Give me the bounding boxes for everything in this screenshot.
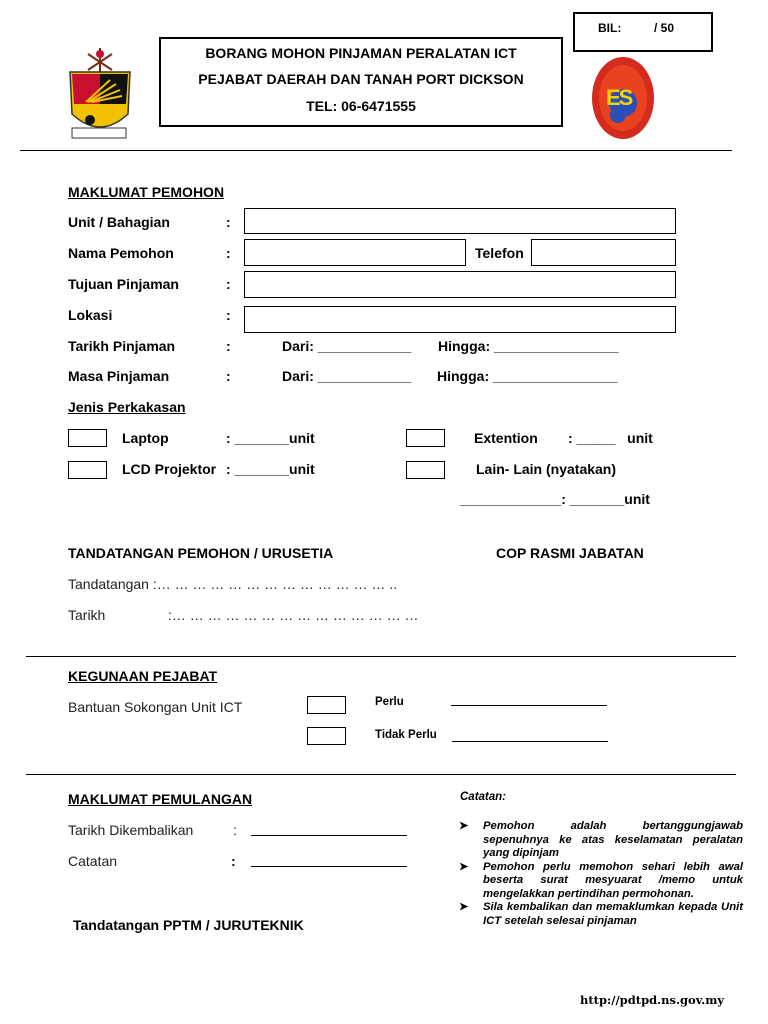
purpose-input[interactable] <box>244 271 676 298</box>
purpose-label: Tujuan Pinjaman <box>68 276 179 292</box>
arrow-bullet-icon: ➤ <box>459 820 469 832</box>
header-divider <box>20 150 732 151</box>
note-text: Pemohon perlu memohon sehari lebih awal beserta surat mesyuarat /memo untuk mengelakkan pertindihan permohonan. <box>483 860 743 900</box>
needed-checkbox[interactable] <box>307 696 346 714</box>
form-title-line2: PEJABAT DAERAH DAN TANAH PORT DICKSON <box>198 71 524 87</box>
loan-date-colon: : <box>226 338 231 354</box>
state-crest-logo <box>60 44 138 142</box>
office-divider <box>26 656 736 657</box>
location-colon: : <box>226 307 231 323</box>
return-date-label: Tarikh Dikembalikan <box>68 822 194 838</box>
signature-date-line[interactable]: :… … … … … … … … … … … … … … <box>168 607 419 623</box>
extension-label: Extention <box>474 430 538 446</box>
form-title-box <box>159 37 563 127</box>
loan-time-from[interactable]: Dari: ____________ <box>282 368 412 384</box>
arrow-bullet-icon: ➤ <box>459 860 469 873</box>
note-item <box>459 820 743 861</box>
loan-time-to[interactable]: Hingga: ________________ <box>437 368 618 384</box>
other-checkbox[interactable] <box>406 461 445 479</box>
other-quantity[interactable]: _____________: _______unit <box>460 491 650 507</box>
laptop-label: Laptop <box>122 430 169 446</box>
phone-label: Telefon <box>475 245 524 261</box>
loan-time-colon: : <box>226 368 231 384</box>
not-needed-line[interactable] <box>452 741 608 742</box>
notes-title: Catatan: <box>460 791 507 803</box>
not-needed-checkbox[interactable] <box>307 727 346 745</box>
note-item <box>459 861 743 902</box>
name-colon: : <box>226 245 231 261</box>
technician-signature-label: Tandatangan PPTM / JURUTEKNIK <box>73 917 304 933</box>
lcd-label: LCD Projektor <box>122 461 217 477</box>
name-label: Nama Pemohon <box>68 245 174 261</box>
stamp-title: COP RASMI JABATAN <box>496 545 644 561</box>
unit-input[interactable] <box>244 208 676 234</box>
signature-date-label: Tarikh <box>68 607 106 623</box>
laptop-quantity[interactable]: : _______unit <box>226 430 315 446</box>
needed-line[interactable] <box>451 705 607 706</box>
return-date-line[interactable] <box>251 835 407 836</box>
signature-line[interactable]: Tandatangan :… … … … … … … … … … … … … .. <box>68 576 398 592</box>
footer-url: http://pdtpd.ns.gov.my <box>580 993 725 1007</box>
bil-label: BIL: <box>598 21 622 35</box>
equipment-section-title: Jenis Perkakasan <box>68 399 186 415</box>
note-text: Pemohon adalah bertanggungjawab sepenuhnya ke atas keselamatan peralatan yang dipinjam <box>483 820 743 859</box>
form-title-line3: TEL: 06-6471555 <box>306 98 416 114</box>
loan-date-to[interactable]: Hingga: ________________ <box>438 338 619 354</box>
return-notes-label: Catatan <box>68 853 118 869</box>
notes-list <box>459 820 743 928</box>
purpose-colon: : <box>226 276 231 292</box>
form-title-line1: BORANG MOHON PINJAMAN PERALATAN ICT <box>205 45 517 61</box>
not-needed-label: Tidak Perlu <box>375 729 437 741</box>
laptop-checkbox[interactable] <box>68 429 107 447</box>
unit-label: Unit / Bahagian <box>68 214 170 230</box>
support-label: Bantuan Sokongan Unit ICT <box>68 699 243 715</box>
note-item <box>459 901 743 928</box>
location-label: Lokasi <box>68 307 113 323</box>
unit-colon: : <box>226 214 231 230</box>
extension-checkbox[interactable] <box>406 429 445 447</box>
loan-date-from[interactable]: Dari: ____________ <box>282 338 412 354</box>
return-notes-colon: : <box>231 853 236 869</box>
location-input[interactable] <box>244 306 676 333</box>
loan-time-label: Masa Pinjaman <box>68 368 170 384</box>
department-logo-letters: ES <box>606 85 632 110</box>
applicant-signature-title: TANDATANGAN PEMOHON / URUSETIA <box>68 545 334 561</box>
needed-label: Perlu <box>375 696 404 708</box>
department-logo <box>590 55 656 141</box>
extension-quantity[interactable]: : _____ unit <box>568 430 653 446</box>
arrow-bullet-icon: ➤ <box>459 901 469 913</box>
loan-date-label: Tarikh Pinjaman <box>68 338 176 354</box>
return-date-colon: : <box>233 822 237 838</box>
lcd-quantity[interactable]: : _______unit <box>226 461 315 477</box>
other-label: Lain- Lain (nyatakan) <box>476 461 617 477</box>
return-divider <box>26 774 736 775</box>
return-section-title: MAKLUMAT PEMULANGAN <box>68 791 253 807</box>
bil-box <box>573 12 713 52</box>
note-text: Sila kembalikan dan memaklumkan kepada Unit ICT setelah selesai pinjaman <box>483 901 743 927</box>
bil-total: / 50 <box>654 21 675 35</box>
office-section-title: KEGUNAAN PEJABAT <box>68 668 218 684</box>
return-notes-line[interactable] <box>251 866 407 867</box>
phone-input[interactable] <box>531 239 676 266</box>
name-input[interactable] <box>244 239 466 266</box>
applicant-section-title: MAKLUMAT PEMOHON <box>68 184 225 200</box>
lcd-checkbox[interactable] <box>68 461 107 479</box>
